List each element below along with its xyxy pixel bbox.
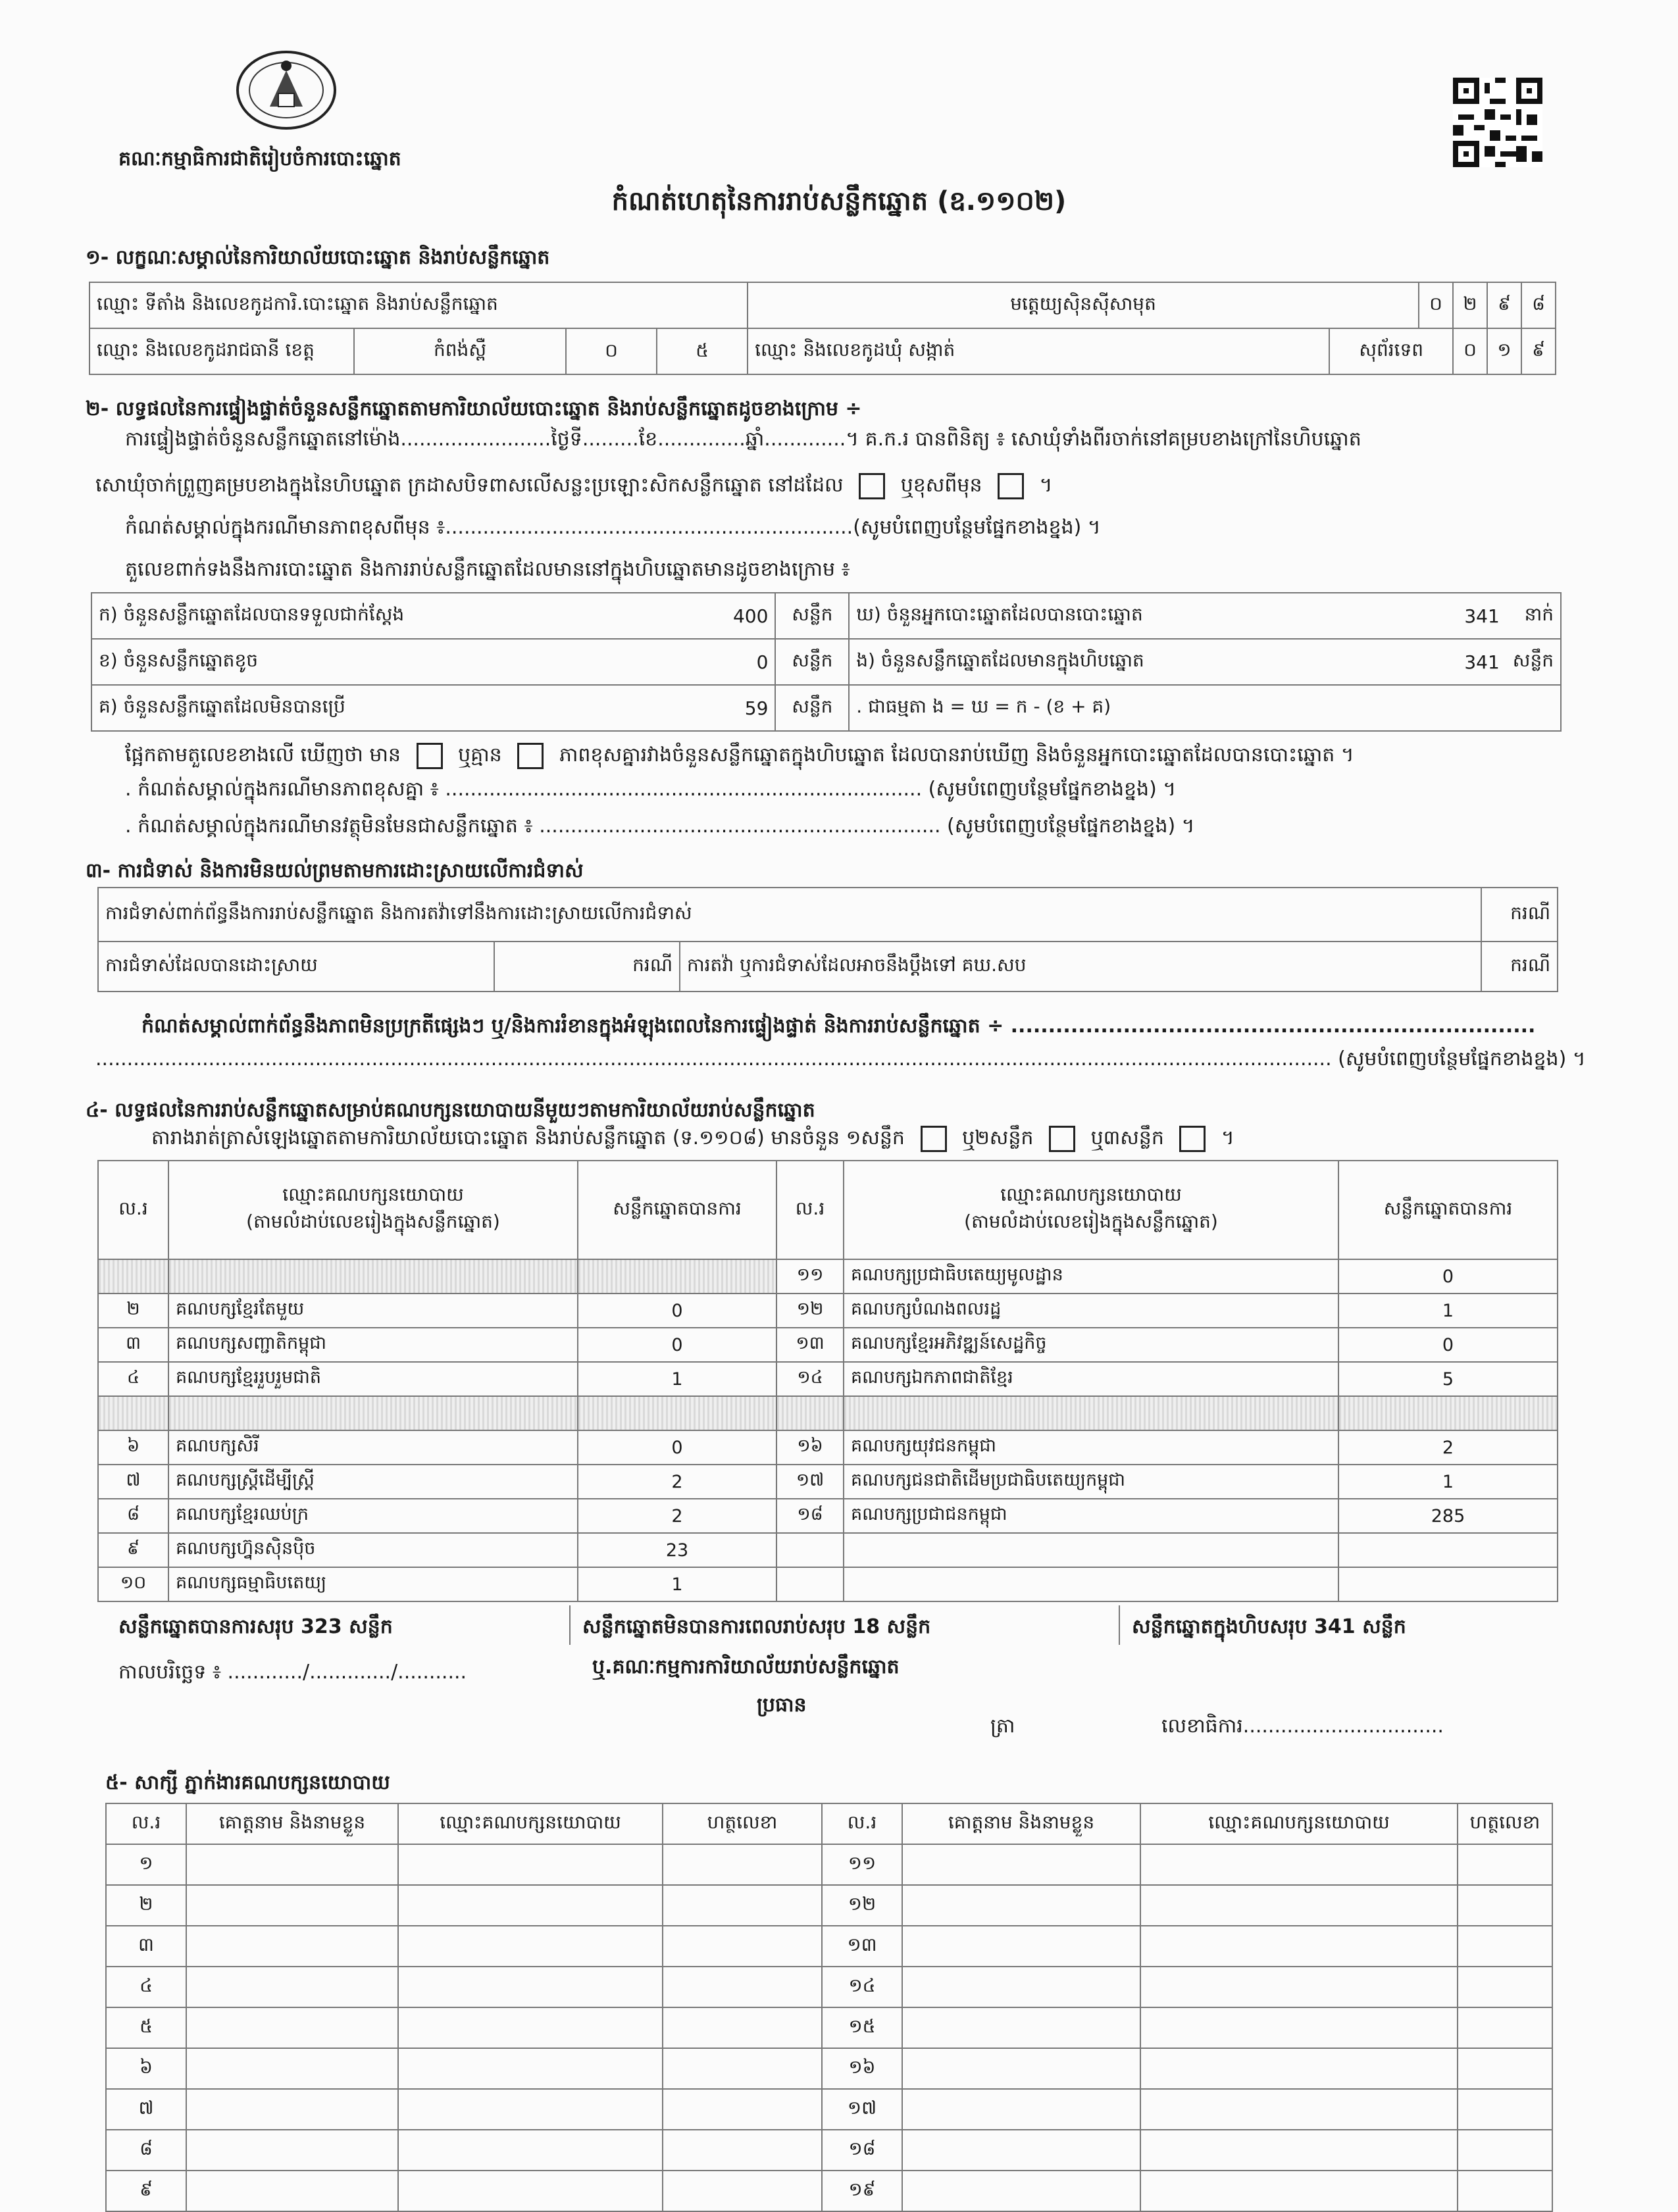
party-number: ១៨	[776, 1499, 844, 1533]
col-party	[168, 1161, 578, 1259]
party-name: គណបក្សឯកភាពជាតិខ្មែរ	[844, 1362, 1338, 1396]
appeal-label: ការតវ៉ា ឬការជំទាស់ដែលអាចនឹងប្តឹងទៅ គឃ.សប	[680, 942, 1481, 992]
witness-signature-field[interactable]	[663, 1967, 822, 2007]
witness-number: ៦	[106, 2048, 186, 2089]
verification-line-2-text: សោឃុំចាក់ព្រួញគម្របខាងក្នុងនៃហិបឆ្នោត ក្រដាសបិទពាសលើសន្លះប្រឡោះសិកសន្លឹកឆ្នោត នៅដដែល	[95, 474, 844, 497]
witness-party-field[interactable]	[1140, 1926, 1458, 1967]
total-valid-votes: សន្លឹកឆ្នោតបានការសរុប 323 សន្លឹក	[118, 1615, 393, 1638]
discrepancy-note: . កំណត់សម្គាល់ក្នុងករណីមានភាពខុសគ្នា ៖ ............................................................................ (សូមបំពេញបន្ថែមផ្នែកខាងខ្នង) ។	[125, 778, 1177, 801]
witness-number: ១១	[822, 1844, 902, 1885]
two-sheet-checkbox[interactable]	[1049, 1126, 1075, 1152]
witness-number: ៥	[106, 2007, 186, 2048]
complaints-counting-label: ការជំទាស់ពាក់ព័ន្ធនឹងការរាប់សន្លឹកឆ្នោត និងការតវ៉ាទៅនឹងការដោះស្រាយលើការជំទាស់	[98, 888, 1481, 942]
case-label: ករណី	[1481, 888, 1558, 942]
count-value-d: 341	[1401, 593, 1506, 639]
witness-number: ១៥	[822, 2007, 902, 2048]
witness-number: ២	[106, 1885, 186, 1926]
party-votes: 2	[578, 1499, 776, 1533]
stamp-label: ត្រា	[990, 1715, 1015, 1738]
totals-divider	[569, 1605, 571, 1645]
case-label: ករណី	[494, 942, 680, 992]
party-number: ១២	[776, 1294, 844, 1328]
party-votes: 1	[1338, 1465, 1558, 1499]
witness-party-field[interactable]	[1140, 1885, 1458, 1926]
col-party-subtitle: (តាមលំដាប់លេខរៀងក្នុងសន្លឹកឆ្នោត)	[246, 1211, 500, 1232]
party-name: គណបក្សហ្វ៊ុនស៊ិនប៉ិច	[168, 1533, 578, 1567]
count-unit: នាក់	[1506, 593, 1561, 639]
one-sheet-checkbox[interactable]	[921, 1126, 947, 1152]
section-1-heading: ១- លក្ខណៈសម្គាល់នៃការិយាល័យបោះឆ្នោត និងរាប់សន្លឹកឆ្នោត	[86, 246, 550, 269]
witness-name-field[interactable]	[902, 2171, 1140, 2211]
ballot-count-table	[91, 592, 1562, 732]
has-discrepancy-checkbox[interactable]	[417, 743, 443, 769]
col-no: ល.រ	[98, 1161, 168, 1259]
party-name: គណបក្សធម្មាធិបតេយ្យ	[168, 1567, 578, 1601]
party-name: គណបក្សសិរី	[168, 1430, 578, 1465]
witness-party-field[interactable]	[398, 2089, 663, 2130]
witness-name-field[interactable]	[902, 2130, 1140, 2171]
code-digit: ៥	[696, 339, 709, 361]
section-2-heading: ២- លទ្ធផលនៃការផ្ទៀងផ្ទាត់ចំនួនសន្លឹកឆ្នោតតាមការិយាល័យបោះឆ្នោត និងរាប់សន្លឹកឆ្នោតដូចខាងក្រោម ÷	[86, 397, 862, 420]
witness-signature-field[interactable]	[1458, 1926, 1552, 1967]
code-digit: ២	[1453, 282, 1487, 328]
committee-label: ឬ.គណៈកម្មការការិយាល័យរាប់សន្លឹកឆ្នោត	[592, 1655, 900, 1678]
secretary-field: លេខាធិការ................................	[1161, 1715, 1444, 1738]
count-unit: សន្លឹក	[775, 593, 849, 639]
three-sheet-checkbox[interactable]	[1179, 1126, 1206, 1152]
witness-number: ៤	[106, 1967, 186, 2007]
code-digit: ០	[567, 329, 657, 374]
col-no: ល.រ	[776, 1161, 844, 1259]
witness-signature-field[interactable]	[663, 1844, 822, 1885]
party-name: គណបក្សសញ្ជាតិកម្ពុជា	[168, 1328, 578, 1362]
count-value-c: 59	[617, 685, 775, 731]
party-name: គណបក្សបំណងពលរដ្ឋ	[844, 1294, 1338, 1328]
party-number	[776, 1567, 844, 1601]
total-ballots-in-box: សន្លឹកឆ្នោតក្នុងហិបសរុប 341 សន្លឹក	[1132, 1615, 1406, 1638]
count-label-a: ក) ចំនួនសន្លឹកឆ្នោតដែលបានទទួលជាក់ស្តែង	[91, 593, 617, 639]
count-value-a: 400	[617, 593, 775, 639]
discrepancy-line	[125, 742, 1354, 771]
totals-divider	[1119, 1605, 1120, 1645]
party-number: ១៦	[776, 1430, 844, 1465]
party-votes: 1	[578, 1567, 776, 1601]
total-invalid-votes: សន្លឹកឆ្នោតមិនបានការពេលរាប់សរុប 18 សន្លឹក	[582, 1615, 931, 1638]
date-field: កាលបរិច្ឆេទ ៖ ............/............./...........	[118, 1661, 467, 1684]
col-signature: ហត្ថលេខា	[1458, 1803, 1552, 1844]
commune-value: សុព័រទេព	[1329, 328, 1453, 374]
party-votes: 1	[1338, 1294, 1558, 1328]
witness-number: ១៧	[822, 2089, 902, 2130]
party-number: ១៤	[776, 1362, 844, 1396]
party-votes: 5	[1338, 1362, 1558, 1396]
code-digit: ១	[1487, 328, 1521, 374]
count-formula: . ជាធម្មតា ង = ឃ = ក - (ខ + គ)	[849, 685, 1561, 731]
party-name: គណបក្សខ្មែរតែមួយ	[168, 1294, 578, 1328]
party-name: គណបក្សខ្មែរឈប់ក្រ	[168, 1499, 578, 1533]
witness-name-field[interactable]	[186, 2089, 398, 2130]
witness-party-field[interactable]	[398, 2130, 663, 2171]
same-checkbox[interactable]	[859, 473, 885, 499]
witness-signature-field[interactable]	[1458, 2171, 1552, 2211]
complaints-table	[97, 887, 1558, 992]
party-votes	[578, 1259, 776, 1294]
party-number: ៨	[98, 1499, 168, 1533]
party-name: គណបក្សប្រជាធិបតេយ្យមូលដ្ឋាន	[844, 1259, 1338, 1294]
code-digit: ៩	[1521, 328, 1556, 374]
party-votes	[1338, 1567, 1558, 1601]
party-votes: 285	[1338, 1499, 1558, 1533]
witness-party-field[interactable]	[1140, 2089, 1458, 2130]
party-name	[844, 1533, 1338, 1567]
party-votes: 0	[578, 1328, 776, 1362]
form-title: កំណត់ហេតុនៃការរាប់សន្លឹកឆ្នោត (ឧ.១១០២)	[611, 186, 1067, 216]
count-label-c: គ) ចំនួនសន្លឹកឆ្នោតដែលមិនបានប្រើ	[91, 685, 617, 731]
party-name	[844, 1567, 1338, 1601]
party-votes: 2	[1338, 1430, 1558, 1465]
org-name: គណៈកម្មាធិការជាតិរៀបចំការបោះឆ្នោត	[118, 147, 401, 170]
col-name: គោត្តនាម និងនាមខ្លួន	[902, 1803, 1140, 1844]
section-5-heading: ៥- សាក្សី ភ្នាក់ងារគណបក្សនយោបាយ	[105, 1771, 390, 1794]
count-unit: សន្លឹក	[775, 685, 849, 731]
witness-number: ១៨	[822, 2130, 902, 2171]
witness-party-field[interactable]	[398, 1926, 663, 1967]
count-label-e: ង) ចំនួនសន្លឹកឆ្នោតដែលមានក្នុងហិបឆ្នោត	[849, 639, 1401, 685]
commission-emblem	[234, 47, 339, 133]
party-number: ១៧	[776, 1465, 844, 1499]
witness-signature-field[interactable]	[663, 2048, 822, 2089]
case-label: ករណី	[1481, 942, 1558, 992]
party-number: ៩	[98, 1533, 168, 1567]
discrepancy-label: ផ្អែកតាមតួលេខខាងលើ ឃើញថា មាន	[125, 743, 401, 767]
party-votes: 0	[1338, 1328, 1558, 1362]
section-3-heading: ៣- ការជំទាស់ និងការមិនយល់ព្រមតាមការដោះស្រាយលើការជំទាស់	[86, 859, 584, 882]
col-name: គោត្តនាម និងនាមខ្លួន	[186, 1803, 398, 1844]
province-value: កំពង់ស្ពឺ	[354, 328, 566, 374]
station-info-table	[89, 282, 1556, 375]
witness-party-field[interactable]	[1140, 2007, 1458, 2048]
province-code	[566, 328, 748, 374]
three-sheet-label: ឬ៣សន្លឹក	[1090, 1126, 1164, 1149]
commune-label: ឈ្មោះ និងលេខកូដឃុំ សង្កាត់	[748, 328, 1329, 374]
witness-party-field[interactable]	[1140, 2171, 1458, 2211]
party-name	[168, 1259, 578, 1294]
col-party	[844, 1161, 1338, 1259]
witness-name-field[interactable]	[186, 1885, 398, 1926]
count-unit: សន្លឹក	[1506, 639, 1561, 685]
witness-signature-field[interactable]	[1458, 2048, 1552, 2089]
changed-label: ឬខុសពីមុន	[900, 474, 982, 497]
witness-number: ១២	[822, 1885, 902, 1926]
witness-signature-field[interactable]	[663, 2130, 822, 2171]
witness-name-field[interactable]	[902, 2048, 1140, 2089]
party-number: ១៣	[776, 1328, 844, 1362]
witness-number: ១	[106, 1844, 186, 1885]
count-value-e: 341	[1401, 639, 1506, 685]
witness-party-field[interactable]	[398, 2171, 663, 2211]
witness-signature-field[interactable]	[663, 1926, 822, 1967]
witness-number: ១៩	[822, 2171, 902, 2211]
witness-signature-field[interactable]	[1458, 1967, 1552, 2007]
count-label-b: ខ) ចំនួនសន្លឹកឆ្នោតខូច	[91, 639, 617, 685]
tally-sheet-line: តារាងរាត់ត្រាសំឡេងឆ្នោតតាមការិយាល័យបោះឆ្នោត និងរាប់សន្លឹកឆ្នោត (ទ.១១០៨) មានចំនួន ១សន្លឹក ឬ២សន្លឹក ឬ៣សន្លឹក ។	[151, 1125, 1234, 1154]
col-party: ឈ្មោះគណបក្សនយោបាយ	[1140, 1803, 1458, 1844]
witness-name-field[interactable]	[902, 2089, 1140, 2130]
party-number	[776, 1533, 844, 1567]
count-unit: សន្លឹក	[775, 639, 849, 685]
station-label: ឈ្មោះ ទីតាំង និងលេខកូដការិ.បោះឆ្នោត និងរាប់សន្លឹកឆ្នោត	[89, 282, 748, 328]
witness-name-field[interactable]	[186, 2171, 398, 2211]
witness-signature-field[interactable]	[1458, 1844, 1552, 1885]
verification-line-4: តួលេខពាក់ទងនឹងការបោះឆ្នោត និងការរាប់សន្លឹកឆ្នោតដែលមាននៅក្នុងហិបឆ្នោតមានដូចខាងក្រោម ៖	[125, 558, 850, 581]
party-number: ៣	[98, 1328, 168, 1362]
witness-party-field[interactable]	[398, 1967, 663, 2007]
code-digit: ៨	[1521, 282, 1556, 328]
witness-number: ៧	[106, 2089, 186, 2130]
party-votes: 1	[578, 1362, 776, 1396]
irregularities-note: កំណត់សម្គាល់ពាក់ព័ន្ធនឹងភាពមិនប្រក្រតីផ្សេងៗ ឬ/និងការរំខានក្នុងអំឡុងពេលនៃការផ្ទៀងផ្ទាត់ និងការរាប់សន្លឹកឆ្នោត ÷ ......................................................................	[141, 1015, 1536, 1038]
party-results-table	[97, 1160, 1558, 1602]
chair-label: ប្រធាន	[757, 1694, 807, 1717]
witness-signature-field[interactable]	[663, 2171, 822, 2211]
changed-checkbox[interactable]	[998, 473, 1024, 499]
col-party-title: ឈ្មោះគណបក្សនយោបាយ	[282, 1184, 464, 1205]
witness-party-field[interactable]	[1140, 2130, 1458, 2171]
col-party-title: ឈ្មោះគណបក្សនយោបាយ	[1000, 1184, 1182, 1205]
witness-signature-field[interactable]	[1458, 2089, 1552, 2130]
witness-number: ១៣	[822, 1926, 902, 1967]
witness-number: ៨	[106, 2130, 186, 2171]
party-name: គណបក្សខ្មែររួបរួមជាតិ	[168, 1362, 578, 1396]
party-number: ៦	[98, 1430, 168, 1465]
col-party-subtitle: (តាមលំដាប់លេខរៀងក្នុងសន្លឹកឆ្នោត)	[964, 1211, 1218, 1232]
witness-name-field[interactable]	[902, 1885, 1140, 1926]
witness-name-field[interactable]	[902, 2007, 1140, 2048]
verification-line-2: សោឃុំចាក់ព្រួញគម្របខាងក្នុងនៃហិបឆ្នោត ក្រដាសបិទពាសលើសន្លះប្រឡោះសិកសន្លឹកឆ្នោត នៅដដែល ឬខុសពីមុន ។	[95, 472, 1052, 501]
party-name: គណបក្សខ្មែរអភិវឌ្ឍន៍សេដ្ឋកិច្ច	[844, 1328, 1338, 1362]
col-votes: សន្លឹកឆ្នោតបានការ	[578, 1161, 776, 1259]
witness-name-field[interactable]	[186, 1967, 398, 2007]
party-number	[98, 1259, 168, 1294]
party-name	[168, 1396, 578, 1430]
witness-party-field[interactable]	[1140, 1967, 1458, 2007]
count-value-b: 0	[617, 639, 775, 685]
party-votes: 0	[578, 1430, 776, 1465]
party-number: ២	[98, 1294, 168, 1328]
witness-party-field[interactable]	[398, 2007, 663, 2048]
party-votes	[1338, 1396, 1558, 1430]
party-votes	[578, 1396, 776, 1430]
witness-table	[105, 1803, 1553, 2212]
witness-signature-field[interactable]	[1458, 1885, 1552, 1926]
party-number: ៤	[98, 1362, 168, 1396]
no-discrepancy-checkbox[interactable]	[517, 743, 544, 769]
witness-name-field[interactable]	[186, 1926, 398, 1967]
party-name: គណបក្សជនជាតិដើមប្រជាធិបតេយ្យកម្ពុជា	[844, 1465, 1338, 1499]
witness-signature-field[interactable]	[1458, 2130, 1552, 2171]
station-value: មត្តេយ្យសុិនសុីសាមុត	[748, 282, 1419, 328]
col-party: ឈ្មោះគណបក្សនយោបាយ	[398, 1803, 663, 1844]
party-votes: 0	[578, 1294, 776, 1328]
col-signature: ហត្ថលេខា	[663, 1803, 822, 1844]
witness-name-field[interactable]	[186, 2130, 398, 2171]
count-label-d: ឃ) ចំនួនអ្នកបោះឆ្នោតដែលបានបោះឆ្នោត	[849, 593, 1401, 639]
witness-signature-field[interactable]	[663, 1885, 822, 1926]
party-number: ១១	[776, 1259, 844, 1294]
witness-name-field[interactable]	[902, 1844, 1140, 1885]
witness-party-field[interactable]	[398, 1844, 663, 1885]
resolved-complaints-label: ការជំទាស់ដែលបានដោះស្រាយ	[98, 942, 494, 992]
party-number	[776, 1396, 844, 1430]
witness-signature-field[interactable]	[663, 2089, 822, 2130]
discrepancy-text: ភាពខុសគ្នារវាងចំនួនសន្លឹកឆ្នោតក្នុងហិបឆ្នោត ដែលបានរាប់ឃើញ និងចំនួនអ្នកបោះឆ្នោតដែលបានបោះឆ្នោត ។	[559, 743, 1354, 767]
witness-number: ១៦	[822, 2048, 902, 2089]
witness-name-field[interactable]	[186, 2007, 398, 2048]
witness-name-field[interactable]	[186, 2048, 398, 2089]
verification-line-1: ការផ្ទៀងផ្ទាត់ចំនួនសន្លឹកឆ្នោតនៅម៉ោង........................ថ្ងៃទី.........ខែ..............ឆ្នាំ.............។ គ.ក.រ បានពិនិត្យ ៖ សោឃុំទាំងពីរចាក់នៅគម្របខាងក្រៅនៃហិបឆ្នោត	[125, 428, 1361, 451]
col-votes: សន្លឹកឆ្នោតបានការ	[1338, 1161, 1558, 1259]
party-number: ១០	[98, 1567, 168, 1601]
verification-line-3: កំណត់សម្គាល់ក្នុងករណីមានភាពខុសពីមុន ៖.................................................................(សូមបំពេញបន្ថែមផ្នែកខាងខ្នង) ។	[125, 516, 1101, 539]
witness-party-field[interactable]	[1140, 1844, 1458, 1885]
qr-code	[1453, 78, 1542, 167]
col-no: ល.រ	[106, 1803, 186, 1844]
section-4-heading: ៤- លទ្ធផលនៃការរាប់សន្លឹកឆ្នោតសម្រាប់គណបក្សនយោបាយនីមួយៗតាមការិយាល័យរាប់សន្លឹកឆ្នោត	[86, 1099, 815, 1122]
party-name: គណបក្សប្រជាជនកម្ពុជា	[844, 1499, 1338, 1533]
witness-name-field[interactable]	[902, 1926, 1140, 1967]
tally-sheet-label: តារាងរាត់ត្រាសំឡេងឆ្នោតតាមការិយាល័យបោះឆ្នោត និងរាប់សន្លឹកឆ្នោត (ទ.១១០៨) មានចំនួន ១សន្លឹក	[151, 1126, 905, 1149]
witness-party-field[interactable]	[398, 2048, 663, 2089]
witness-name-field[interactable]	[186, 1844, 398, 1885]
witness-name-field[interactable]	[902, 1967, 1140, 2007]
code-digit: ៩	[1487, 282, 1521, 328]
province-label: ឈ្មោះ និងលេខកូដរាជធានី ខេត្ត	[89, 328, 354, 374]
witness-number: ១៤	[822, 1967, 902, 2007]
witness-number: ៩	[106, 2171, 186, 2211]
witness-signature-field[interactable]	[1458, 2007, 1552, 2048]
party-votes	[1338, 1533, 1558, 1567]
party-number: ៧	[98, 1465, 168, 1499]
party-name: គណបក្សយុវជនកម្ពុជា	[844, 1430, 1338, 1465]
witness-signature-field[interactable]	[663, 2007, 822, 2048]
code-digit: ០	[1419, 282, 1453, 328]
party-votes: 0	[1338, 1259, 1558, 1294]
witness-party-field[interactable]	[398, 1885, 663, 1926]
party-votes: 23	[578, 1533, 776, 1567]
party-name	[844, 1396, 1338, 1430]
party-name: គណបក្សស្ត្រីដើម្បីស្ត្រី	[168, 1465, 578, 1499]
witness-number: ៣	[106, 1926, 186, 1967]
code-digit: ០	[1453, 328, 1487, 374]
witness-party-field[interactable]	[1140, 2048, 1458, 2089]
party-number	[98, 1396, 168, 1430]
party-votes: 2	[578, 1465, 776, 1499]
two-sheet-label: ឬ២សន្លឹក	[962, 1126, 1034, 1149]
irregularities-note-continued: ..................................................................................................................................................................................................... (សូមបំពេញបន្ថែមផ្នែកខាងខ្នង) ។	[95, 1047, 1586, 1070]
no-discrepancy-label: ឬគ្មាន	[458, 743, 502, 767]
col-no: ល.រ	[822, 1803, 902, 1844]
foreign-object-note: . កំណត់សម្គាល់ក្នុងករណីមានវត្ថុមិនមែនជាសន្លឹកឆ្នោត ៖ ................................................................ (សូមបំពេញបន្ថែមផ្នែកខាងខ្នង) ។	[125, 815, 1195, 838]
